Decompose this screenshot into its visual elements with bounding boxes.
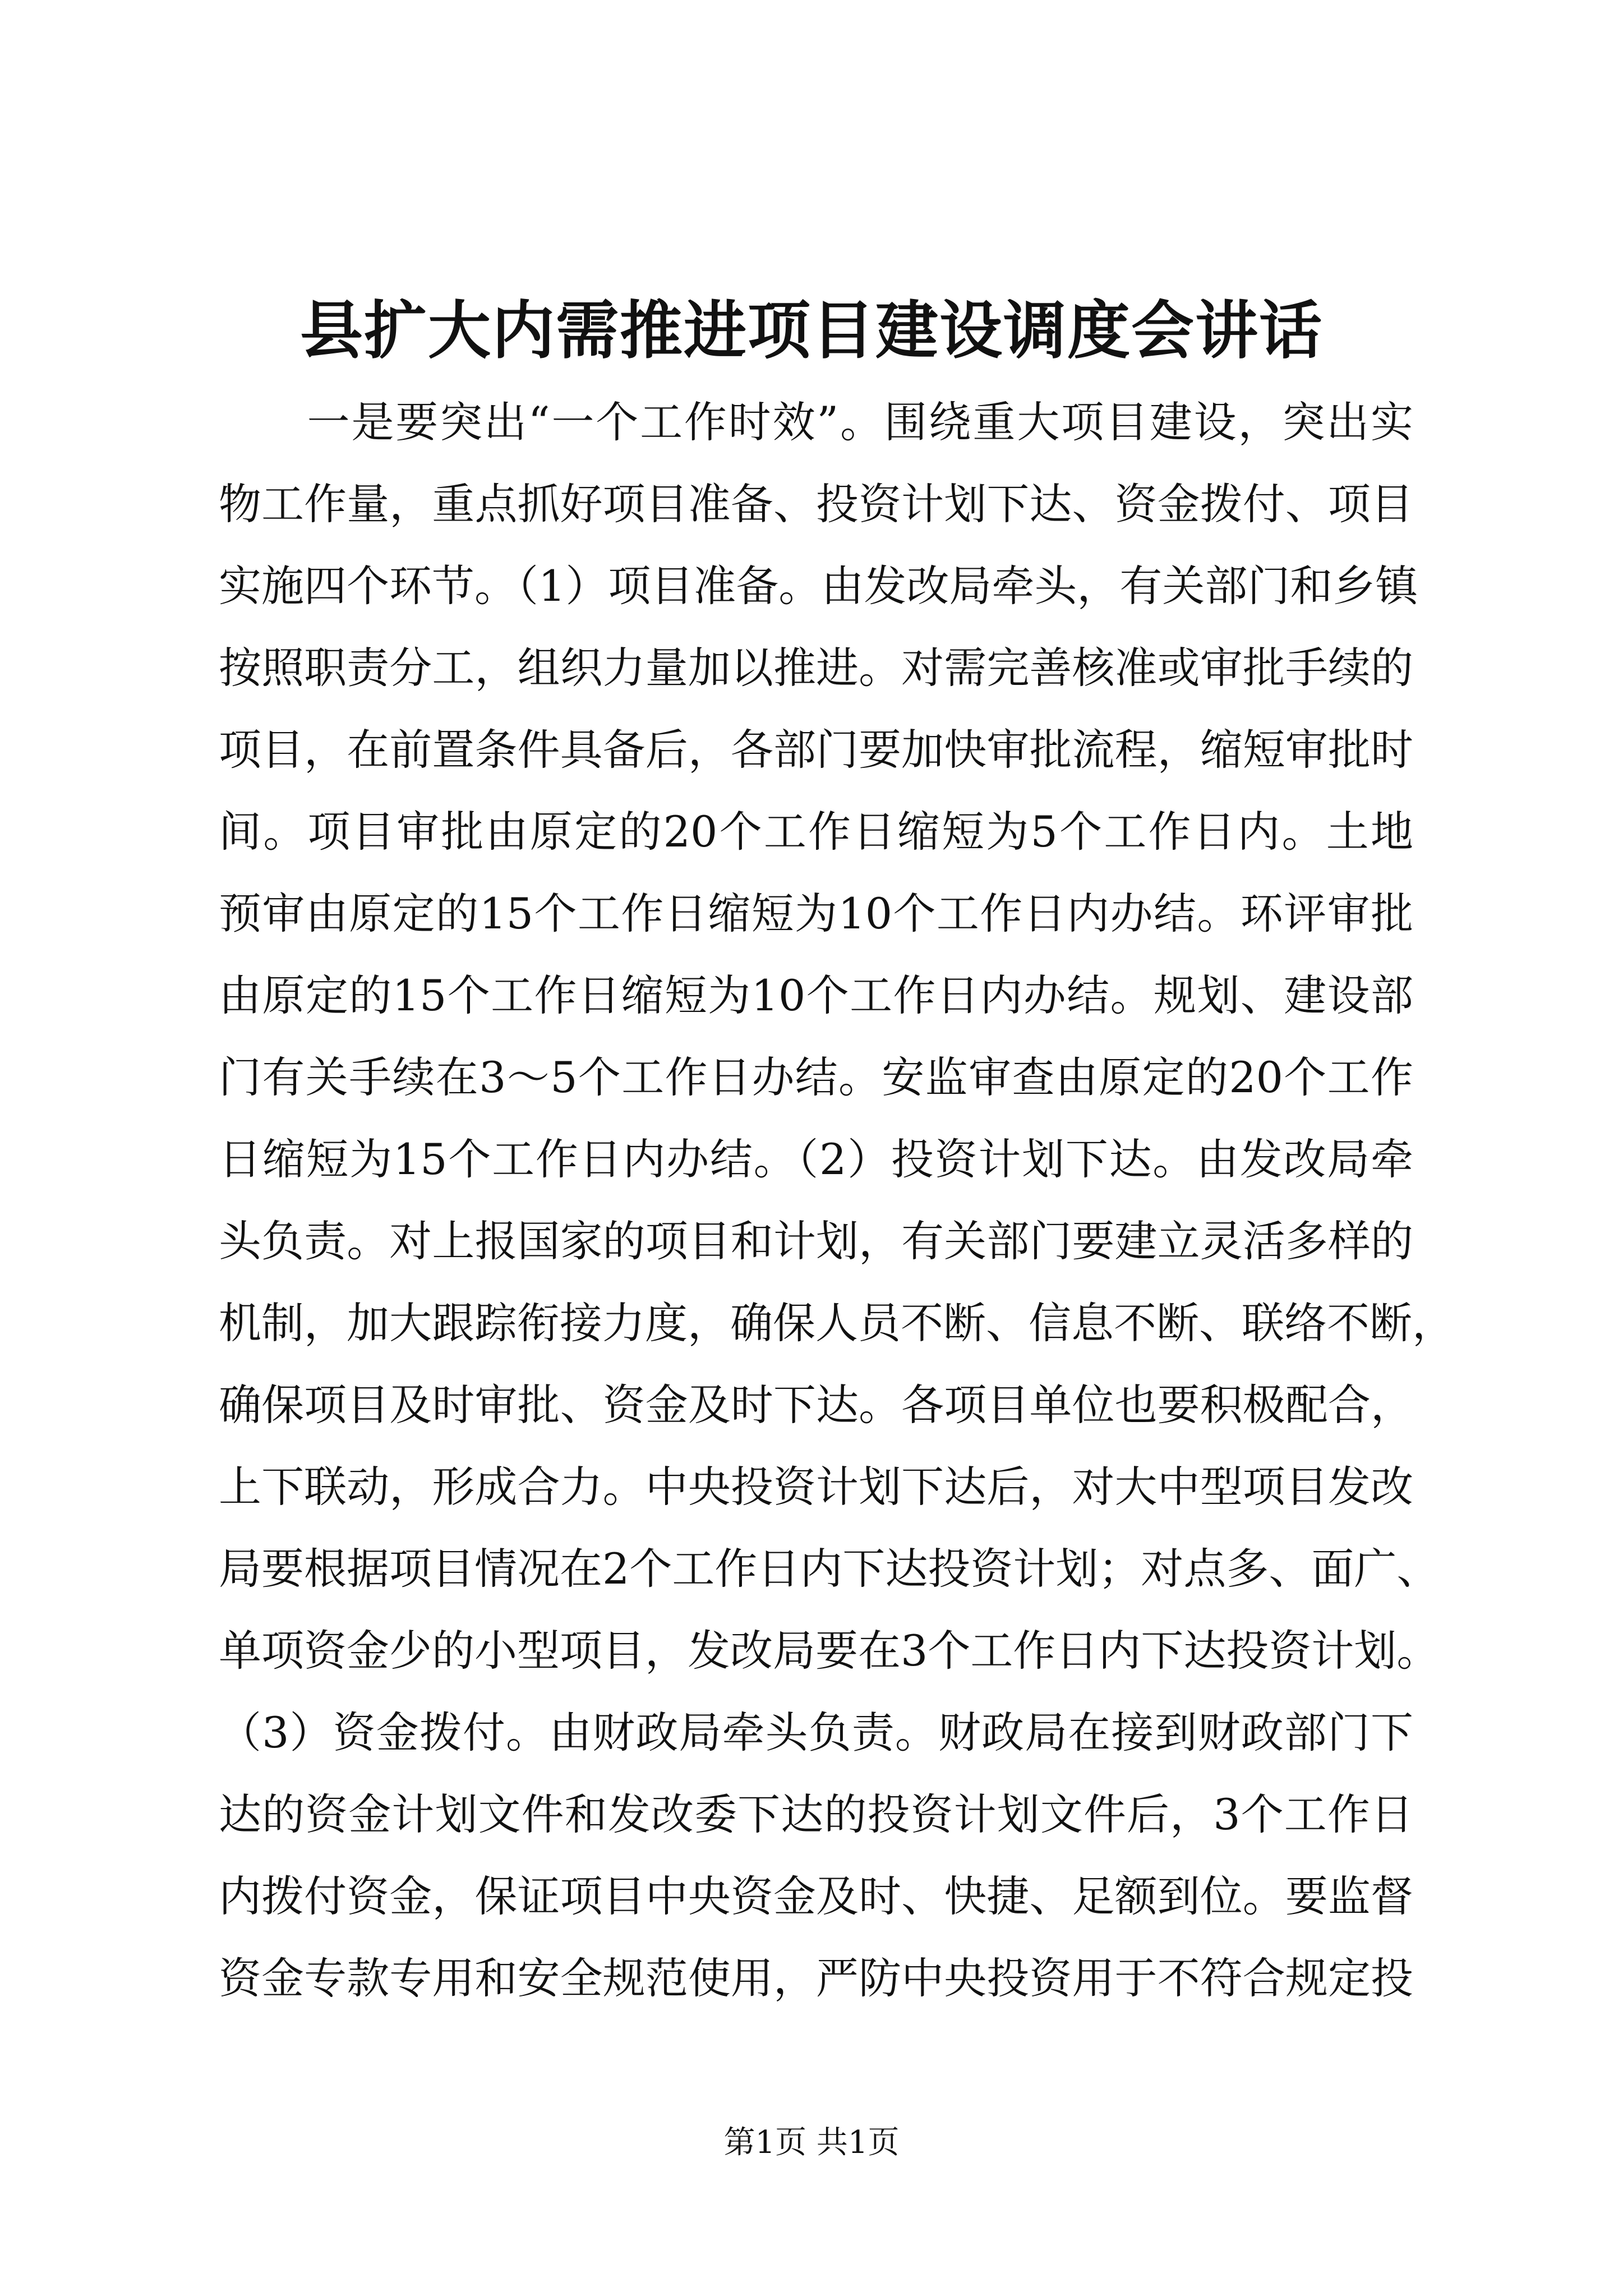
body-line: 机制，加大跟踪衔接力度，确保人员不断、信息不断、联络不断， <box>219 1298 1455 1348</box>
body-line: 由原定的15个工作日缩短为10个工作日内办结。规划、建设部 <box>219 970 1413 1020</box>
body-line: 物工作量，重点抓好项目准备、投资计划下达、资金拨付、项目 <box>219 479 1413 529</box>
document-body <box>219 381 1455 2019</box>
body-line: 头负责。对上报国家的项目和计划，有关部门要建立灵活多样的 <box>219 1216 1413 1266</box>
document-title: 县扩大内需推进项目建设调度会讲话 <box>300 294 1323 367</box>
body-line: 达的资金计划文件和发改委下达的投资计划文件后，3个工作日 <box>219 1789 1413 1839</box>
body-line: 一是要突出“一个工作时效”。围绕重大项目建设，突出实 <box>219 397 1413 447</box>
body-line: 上下联动，形成合力。中央投资计划下达后，对大中型项目发改 <box>219 1462 1413 1512</box>
body-line: （3）资金拨付。由财政局牵头负责。财政局在接到财政部门下 <box>219 1708 1413 1757</box>
body-line: 内拨付资金，保证项目中央资金及时、快捷、足额到位。要监督 <box>219 1871 1413 1921</box>
body-line: 局要根据项目情况在2个工作日内下达投资计划；对点多、面广、 <box>219 1544 1440 1594</box>
body-line: 预审由原定的15个工作日缩短为10个工作日内办结。环评审批 <box>219 889 1413 938</box>
page-footer: 第1页 共1页 <box>723 2124 900 2161</box>
body-line: 实施四个环节。（1）项目准备。由发改局牵头，有关部门和乡镇 <box>219 561 1418 611</box>
body-line: 资金专款专用和安全规范使用，严防中央投资用于不符合规定投 <box>219 1953 1413 2003</box>
body-line: 门有关手续在3～5个工作日办结。安监审查由原定的20个工作 <box>219 1052 1413 1102</box>
body-line: 日缩短为15个工作日内办结。（2）投资计划下达。由发改局牵 <box>219 1134 1413 1184</box>
body-line: 按照职责分工，组织力量加以推进。对需完善核准或审批手续的 <box>219 643 1413 693</box>
body-line: 确保项目及时审批、资金及时下达。各项目单位也要积极配合， <box>219 1380 1413 1430</box>
body-line: 单项资金少的小型项目，发改局要在3个工作日内下达投资计划。 <box>219 1626 1440 1676</box>
body-line: 间。项目审批由原定的20个工作日缩短为5个工作日内。土地 <box>219 807 1413 857</box>
body-line: 项目，在前置条件具备后，各部门要加快审批流程，缩短审批时 <box>219 725 1413 775</box>
